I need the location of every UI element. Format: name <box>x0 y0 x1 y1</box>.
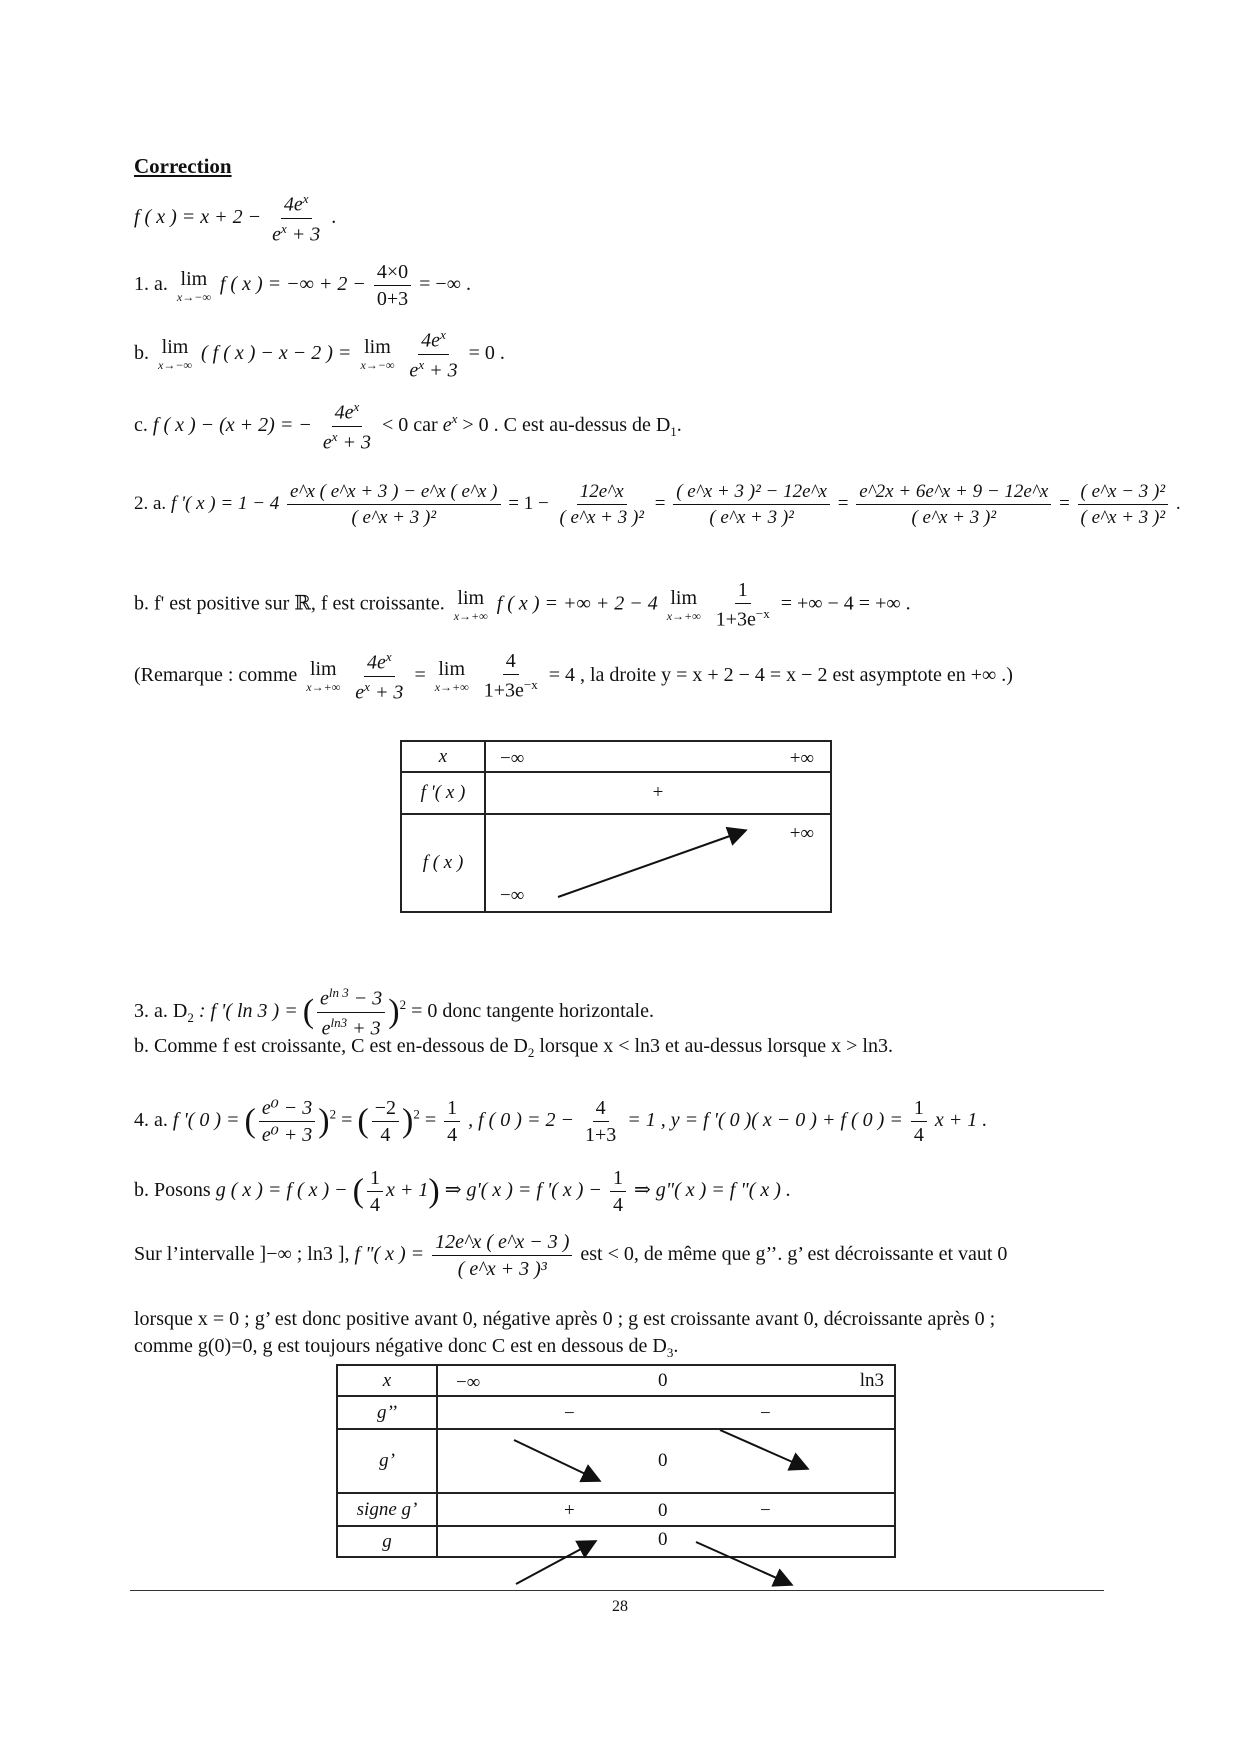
paragraph-g <box>134 1306 1104 1366</box>
q2b-line: b. f' est positive sur ℝ, f est croissante. lim x→+∞ f ( x ) = +∞ + 2 − 4 lim x→+∞ $\frac{1}{1+3e^{-x}}$ = +∞ − 4 = +∞ . <box>134 579 911 631</box>
q3a-line: 3. a. $D_2$ : f '( ln 3 ) = ( $\frac{e^{ln 3} - 3}{e^{ln3} + 3}$ )$^2$ = 0 donc tangente horizontale. <box>134 985 654 1040</box>
t2-sign-a: + <box>564 1500 575 1521</box>
t1-f-bottom: −∞ <box>500 885 525 906</box>
t2-x-c: ln3 <box>859 1370 884 1391</box>
t1-f-label: f ( x ) <box>401 814 485 912</box>
t1-fprime-label: f '( x ) <box>401 772 485 814</box>
t2-sign-values <box>437 1493 895 1526</box>
t2-gprime-variation <box>437 1429 895 1493</box>
variation-table-f <box>400 740 832 913</box>
q1c-line: c. f ( x ) − (x + 2) = − $\frac{4e^x}{e^x + 3}$ < 0 car $e^x > 0$ . C est au-dessus de $D_1$. <box>134 399 682 454</box>
t2-g-arrows <box>500 1536 800 1588</box>
paragraph-line-1: lorsque x = 0 ; g’ est donc positive avant 0, négative après 0 ; g est croissante avant 0, décroissante après 0 ; <box>134 1308 996 1330</box>
paragraph-line-2: comme g(0)=0, g est toujours négative donc C est en dessous de $D_3$. <box>134 1335 679 1360</box>
q4c-line: Sur l’intervalle ]−∞ ; ln3 ], f "( x ) = $\frac{12e\^{}x ( e\^{}x - 3 )}{\text{( e\textasciicircum{}x + 3 )³}}$ est < 0, de même que g’’. g’ est décroissante et vaut 0 <box>134 1231 1008 1280</box>
t2-x-values <box>437 1365 895 1396</box>
t2-g-label: g <box>337 1526 437 1557</box>
remark-line: (Remarque : comme lim x→+∞ $\frac{4e^x}{e^x + 3}$ = lim x→+∞ $\frac{4}{1+3e^{-x}}$ = 4 , la droite y = x + 2 − 4 = x − 2 est asymptote en +∞ .) <box>134 649 1013 704</box>
t2-gsec-a: − <box>564 1403 575 1424</box>
q4b-line: b. Posons g ( x ) = f ( x ) − ( $\frac{1}{4}$ x + 1) ⇒ g'( x ) = f '( x ) − $\frac{1}{4}$ ⇒ g"( x ) = f "( x ) . <box>134 1167 791 1216</box>
page-title: Correction <box>134 154 232 178</box>
t1-f-variation <box>485 814 831 912</box>
t2-g-zero: 0 <box>658 1529 668 1550</box>
q3b-line: b. Comme f est croissante, C est en-dessous de $D_2$ lorsque x < ln3 et au-dessus lorsque x > ln3. <box>134 1035 893 1060</box>
variation-table-g <box>336 1364 896 1558</box>
t2-sign-label: signe g’ <box>337 1493 437 1526</box>
t1-x-label: x <box>401 741 485 772</box>
t2-gprime-decreasing-arrows <box>438 1430 898 1494</box>
t2-sign-b: 0 <box>658 1500 668 1521</box>
t1-f-top: +∞ <box>789 823 814 844</box>
t2-gsec-b: − <box>760 1403 771 1424</box>
footer-rule <box>130 1590 1104 1591</box>
t2-gprime-zero: 0 <box>658 1450 668 1471</box>
t2-x-b: 0 <box>658 1370 668 1391</box>
page-number: 28 <box>612 1598 628 1615</box>
t2-x-a: −∞ <box>456 1372 481 1393</box>
t1-fprime-sign: + <box>485 772 831 814</box>
q1b-line: b. lim x→−∞ ( f ( x ) − x − 2 ) = lim x→−∞ $\frac{4e^x}{e^x + 3}$ = 0 . <box>134 327 505 382</box>
t2-gprime-label: g’ <box>337 1429 437 1493</box>
t1-increasing-arrow <box>486 815 830 913</box>
f-definition: f ( x ) = x + 2 − $\frac{4e^x}{e^x + 3}$ . <box>134 191 337 246</box>
t2-sign-c: − <box>760 1500 771 1521</box>
t2-gsec-signs <box>437 1396 895 1429</box>
t1-plus-inf: +∞ <box>789 748 814 769</box>
q1a-line: 1. a. lim x→−∞ f ( x ) = −∞ + 2 − $\frac{4\times 0}{0+3}$ = −∞ . <box>134 261 471 310</box>
t1-x-values <box>485 741 831 772</box>
t2-gsec-label: g’’ <box>337 1396 437 1429</box>
q2a-line: 2. a. f '( x ) = 1 − 4 $\frac{e\^{}x ( e\^{}x + 3 ) - e\^{}x ( e\^{}x )}{\text{( e\textasciicircum{}x + 3 )²}}$ = 1 − $\frac{12e\^{}x}{\text{( e\textasciicircum{}x + 3 )²}}$ = $\frac{\text{( e\textasciicircum{}x + 3 )² − 12e\textasciicircum{}x}}{\text{( e\textasciicircum{}x + 3 )²}}$ = $\frac{e\^{}2x + 6e\^{}x + 9 - 12e\^{}x}{\text{( e\textasciicircum{}x + 3 )²}}$ = $\frac{\text{( e\textasciicircum{}x − 3 )²}}{\text{( e\textasciicircum{}x + 3 )²}}$ . <box>134 481 1181 528</box>
t2-x-label: x <box>337 1365 437 1396</box>
t1-minus-inf: −∞ <box>500 748 525 769</box>
q4a-line: 4. a. f '( 0 ) = ( $\frac{\text{e⁰ − 3}}{\text{e⁰ + 3}}$ )$^2$ = ( $\frac{-2}{4}$ )$^2$ = $\frac{1}{4}$ , f ( 0 ) = 2 − $\frac{4}{1+3}$ = 1 , y = f '( 0 )( x − 0 ) + f ( 0 ) = $\frac{1}{4}$ x + 1 . <box>134 1097 988 1146</box>
